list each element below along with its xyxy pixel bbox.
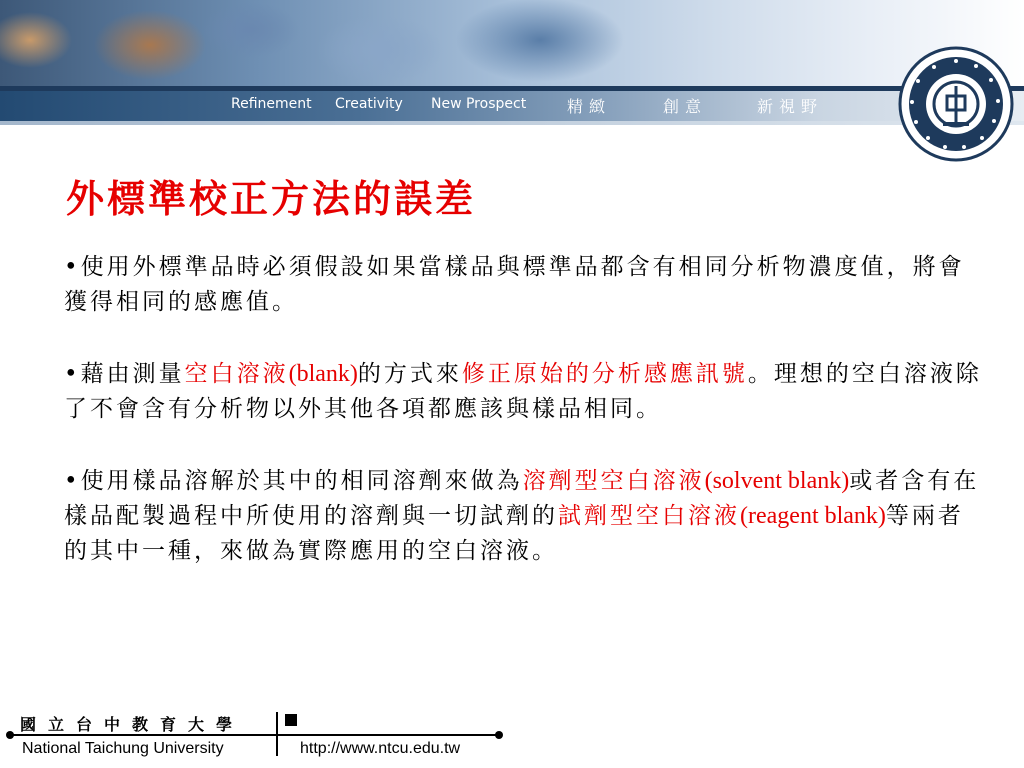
banner-underline bbox=[0, 121, 1024, 125]
tagline-creativity: Creativity bbox=[335, 96, 403, 112]
highlighted-term: 空白溶液 bbox=[184, 361, 289, 387]
footer-square-icon bbox=[285, 714, 297, 726]
tagline-zh-refinement: 精緻 bbox=[567, 97, 612, 116]
tagline-zh-new-prospect: 新視野 bbox=[757, 97, 824, 116]
tagline-refinement: Refinement bbox=[231, 96, 312, 112]
highlighted-term: 試劑型空白溶液 bbox=[558, 503, 740, 529]
tagline-new-prospect: New Prospect bbox=[431, 96, 527, 112]
paragraph-text: •使用外標準品時必須假設如果當樣品與標準品都含有相同分析物濃度值，將會獲得相同的感應值。 bbox=[64, 254, 965, 315]
highlighted-term: 修正原始的分析感應訊號 bbox=[461, 361, 748, 387]
tagline-zh-creativity: 創意 bbox=[663, 97, 708, 116]
paragraph-text: 的方式來 bbox=[357, 361, 462, 387]
paragraph-text: •藉由測量 bbox=[64, 361, 185, 387]
paragraph-text: •使用樣品溶解於其中的相同溶劑來做為 bbox=[64, 468, 523, 494]
highlighted-term: (reagent blank) bbox=[740, 503, 886, 529]
paragraph-text: 等兩者的其中一種，來做為實際應用的空白溶液。 bbox=[64, 503, 964, 564]
banner-photo bbox=[0, 0, 1024, 88]
bullet-paragraph bbox=[64, 250, 986, 320]
highlighted-term: 溶劑型空白溶液 bbox=[522, 468, 705, 494]
highlighted-term: (solvent blank) bbox=[704, 468, 850, 494]
bullet-paragraph bbox=[64, 357, 986, 427]
university-seal-logo bbox=[898, 46, 1014, 162]
slide-title: 外標準校正方法的誤差 bbox=[66, 176, 477, 221]
paragraph-text: 或者含有在樣品配製過程中所使用的溶劑與一切試劑的 bbox=[64, 468, 980, 529]
footer-divider bbox=[10, 734, 500, 736]
slide-body bbox=[64, 250, 986, 606]
highlighted-term: (blank) bbox=[288, 361, 358, 387]
footer-university-name-zh: 國立台中教育大學 bbox=[20, 715, 245, 734]
bullet-paragraph bbox=[64, 464, 986, 569]
paragraph-text: 。理想的空白溶液除了不會含有分析物以外其他各項都應該與樣品相同。 bbox=[64, 361, 982, 422]
footer-url-link[interactable]: http://www.ntcu.edu.tw bbox=[300, 740, 461, 757]
footer-dot-right bbox=[495, 731, 503, 739]
footer-separator bbox=[276, 712, 278, 756]
footer-university-name-en: National Taichung University bbox=[22, 740, 224, 757]
header-banner bbox=[0, 0, 1024, 128]
